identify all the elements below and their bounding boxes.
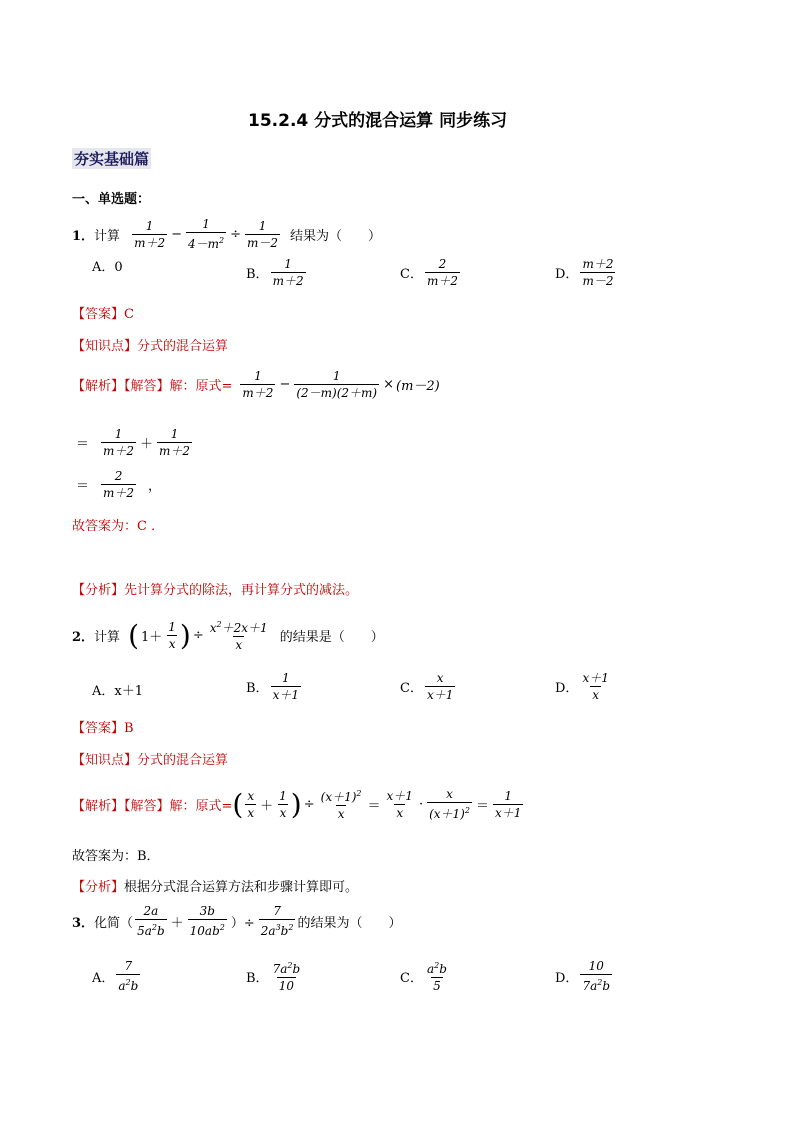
question-suffix: 结果为（ ） [290, 228, 382, 244]
question-prompt: 计算 [94, 228, 121, 244]
solution-line: 【解析】【解答】 解：原式= ( $\frac{x}{x}$ ＋ $\frac{1}{x}$ ) ÷ $\frac{(x+1)^2}{x}$ ＝ $\frac{x+1}{x}$ · $\frac{x}{(x+1)^2}$ ＝ $\frac{1}{x+1}$ [72, 787, 522, 821]
solution-step: ＝ $\frac{1}{m+2}$ ＋ $\frac{1}{m+2}$ [76, 427, 191, 458]
option-c: C． $\frac{a^2b}{5}$ [400, 961, 447, 993]
knowledge-point-line: 【知识点】分式的混合运算 [72, 753, 229, 768]
final-answer: 故答案为：B． [72, 849, 160, 864]
analysis-line: 【分析】先计算分式的除法，再计算分式的减法。 [72, 583, 359, 598]
final-answer: 故答案为：C ． [72, 519, 165, 534]
question-1: 1． 计算 $\frac{1}{m+2}$ − $\frac{1}{4-m^2}$ ÷ $\frac{1}{m-2}$ 结果为（ ） [72, 217, 382, 251]
knowledge-point-line: 【知识点】分式的混合运算 [72, 339, 229, 354]
question-type-heading: 一、单选题： [72, 192, 151, 207]
section-label: 夯实基础篇 [74, 150, 150, 168]
option-d: D． $\frac{m+2}{m-2}$ [555, 257, 614, 288]
option-b: B． $\frac{1}{m+2}$ [246, 257, 304, 288]
option-d: D． $\frac{10}{7a^2b}$ [555, 959, 611, 993]
option-a: A．x＋1 [92, 684, 143, 699]
option-c: C． $\frac{x}{x+1}$ [400, 671, 454, 702]
answer-line: 【答案】C [72, 307, 134, 322]
fraction: $\frac{1}{m-2}$ [247, 218, 279, 250]
fraction: $\frac{1}{4-m^2}$ [187, 217, 225, 251]
analysis-line: 【分析】根据分式混合运算方法和步骤计算即可。 [72, 880, 359, 895]
page-title: 15.2.4 分式的混合运算 同步练习 [248, 111, 508, 131]
option-c: C． $\frac{2}{m+2}$ [400, 257, 458, 288]
option-b: B． $\frac{7a^2b}{10}$ [246, 961, 301, 993]
solution-step: ＝ $\frac{2}{m+2}$ ， [76, 469, 162, 500]
question-number: 1． [72, 228, 95, 244]
question-3: 3． 化简（ $\frac{2a}{5a^2b}$ ＋ $\frac{3b}{10ab^2}$ ）÷ $\frac{7}{2a^3b^2}$ 的结果为（ ） [72, 904, 402, 938]
option-d: D． $\frac{x+1}{x}$ [555, 671, 609, 702]
question-2: 2． 计算 ( 1＋ $\frac{1}{x}$ ) ÷ $\frac{x^2+2x+1}{x}$ 的结果是（ ） [72, 618, 384, 652]
answer-line: 【答案】B [72, 721, 134, 736]
option-a: A．0 [92, 260, 123, 275]
fraction: $\frac{1}{m+2}$ [134, 218, 166, 250]
option-a: A． $\frac{7}{a^2b}$ [92, 959, 139, 993]
solution-line: 【解析】【解答】 解：原式= $\frac{1}{m+2}$ − $\frac{1}{(2-m)(2+m)}$ × (m－2) [72, 369, 440, 400]
option-b: B． $\frac{1}{x+1}$ [246, 671, 299, 702]
